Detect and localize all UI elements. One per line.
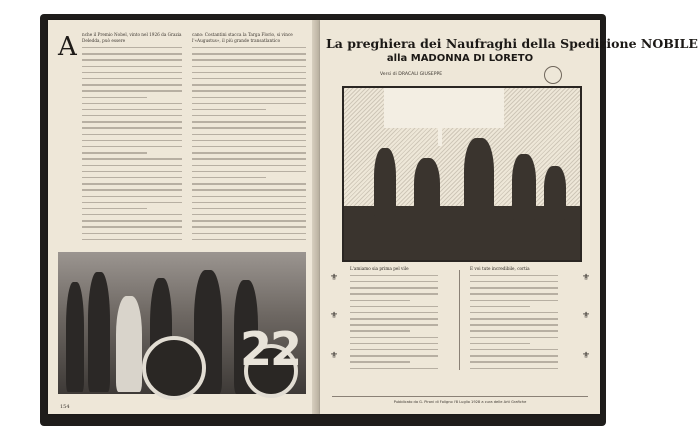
lily-ornament-icon: ⚜: [582, 311, 591, 321]
car-number: 22: [239, 322, 300, 376]
left-column-lead: nche il Premio Nobel, vinto nel 1926 da Grazia Deledda, può essere: [82, 32, 182, 44]
left-page: [48, 20, 316, 414]
racing-car-photo: [58, 252, 306, 394]
poem-verse-right-lead: E voi tute incredibile, cortia: [470, 266, 530, 271]
shipwreck-engraving: [342, 86, 582, 262]
lily-ornament-icon: ⚜: [582, 273, 591, 283]
right-column-text: [192, 32, 306, 248]
left-column-text: [82, 32, 182, 248]
poem-subtitle: alla MADONNA DI LORETO: [386, 53, 534, 64]
text-line-placeholder: [82, 236, 182, 242]
lily-ornament-icon: ⚜: [330, 351, 339, 361]
poem-author: Versi di DRACALI GIUSEPPE: [380, 72, 443, 77]
text-line-placeholder: [192, 236, 306, 242]
poem-verse-right: [470, 266, 570, 376]
column-rule: [459, 270, 460, 370]
drop-cap: A: [58, 32, 77, 62]
right-page: [320, 20, 698, 414]
lily-ornament-icon: ⚜: [330, 311, 339, 321]
page-number: 154: [60, 404, 70, 410]
lily-ornament-icon: ⚜: [330, 273, 339, 283]
printer-colophon: Pubblicato da G. Pironi di Foligno l'8 Luglio 1928 a cura delle Arti Grafiche: [332, 396, 588, 404]
text-line-placeholder: [350, 365, 450, 371]
lily-ornament-icon: ⚜: [582, 351, 591, 361]
right-column-lead: cano: Costantini stacca la Targa Florio, si vince l'«Augustus», il più grande transatlantico: [192, 32, 293, 44]
text-line-placeholder: [470, 365, 570, 371]
poem-verse-left: [350, 266, 450, 376]
poem-verse-left-lead: L'amiamo sia prima pel vile: [350, 266, 409, 271]
poem-title: La preghiera dei Naufraghi della Spedizione NOBILE: [326, 36, 698, 51]
library-stamp: [544, 66, 562, 84]
